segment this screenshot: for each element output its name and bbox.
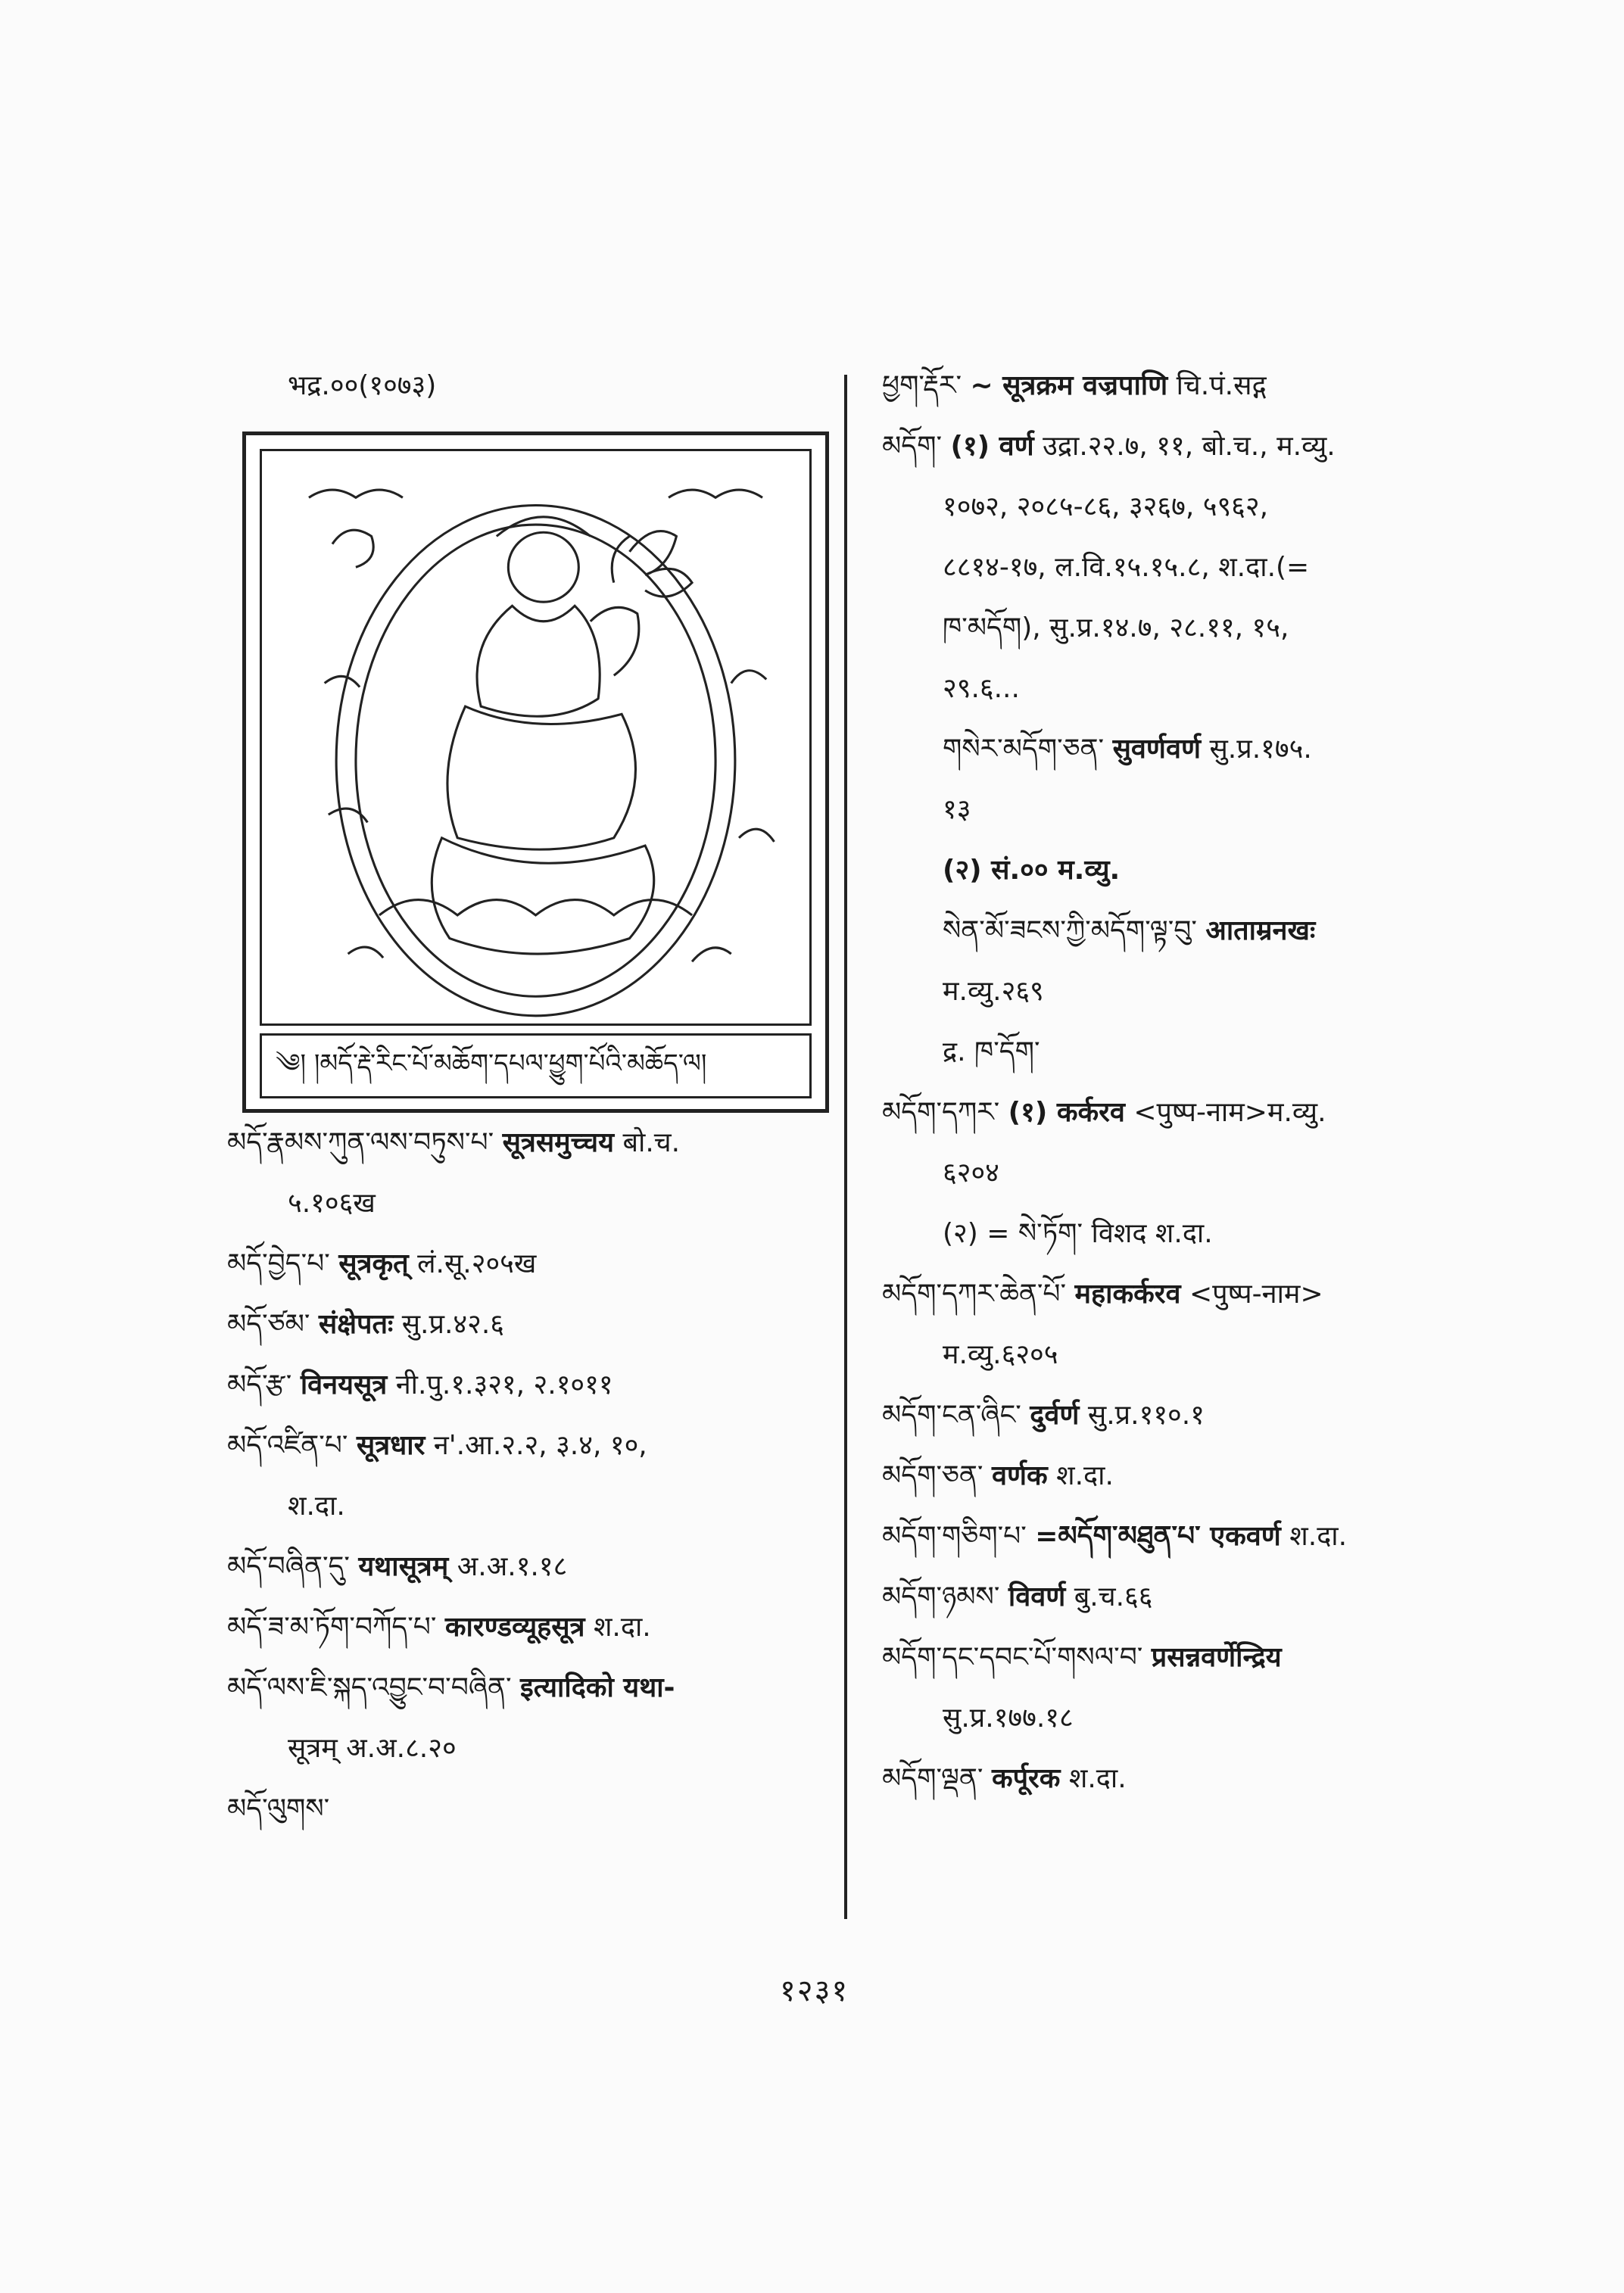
entry-ref: श.दा.	[1056, 1460, 1114, 1491]
entry-skt: विवर्ण	[1008, 1581, 1066, 1612]
entry-continuation: म.व्यु.२६९	[943, 976, 1044, 1007]
dictionary-entry	[882, 734, 1503, 795]
left-column	[227, 371, 818, 1855]
page-number: १२३१	[780, 1974, 849, 2008]
entry-skt: सूत्रकृत्	[338, 1248, 409, 1279]
dictionary-entry	[882, 1643, 1503, 1703]
dictionary-entry	[227, 1370, 818, 1431]
entry-ref: बो.च.	[622, 1127, 681, 1158]
deity-drawing	[262, 451, 809, 1023]
entry-continuation: (२) = སེ་ཏོག་ विशद श.दा.	[943, 1218, 1213, 1249]
entry-tib: ཕྱག་རྡོར་	[882, 370, 962, 401]
right-entry-list	[882, 371, 1503, 1824]
entry-tib: མདོག་དཀར་ཆེན་པོ་	[882, 1279, 1067, 1310]
entry-ref: सु.प्र.४२.६	[401, 1309, 505, 1340]
entry-skt: कर्पूरक	[991, 1763, 1061, 1794]
entry-tib: མདོ་རྣམས་ཀུན་ལས་བཏུས་པ་	[227, 1127, 494, 1158]
dictionary-entry	[227, 1673, 818, 1734]
figure-caption: भद्र.००(१०७३)	[288, 370, 437, 401]
entry-continuation: सूत्रम् अ.अ.८.२०	[288, 1733, 457, 1764]
dictionary-entry	[227, 1794, 818, 1855]
right-column	[882, 371, 1503, 1824]
illustration-art	[260, 449, 812, 1026]
entry-tib: མདོ་ཟ་མ་ཏོག་བཀོད་པ་	[227, 1612, 437, 1643]
entry-tib: མདོ་ལུགས་	[227, 1793, 330, 1824]
entry-continuation: सु.प्र.१७७.१८	[943, 1703, 1074, 1734]
entry-continuation: १०७२, २०८५-८६, ३२६७, ५९६२,	[943, 491, 1269, 522]
entry-ref: श.दा.	[1289, 1521, 1348, 1552]
entry-skt: यथासूत्रम्	[358, 1551, 449, 1582]
entry-ref: न'.आ.२.२, ३.४, १०,	[433, 1430, 647, 1461]
entry-tib: མདོག་ལྡན་	[882, 1763, 983, 1794]
entry-ref: लं.सू.२०५ख	[417, 1248, 537, 1279]
entry-skt: इत्यादिको यथा-	[520, 1672, 675, 1703]
entry-continuation: ཁ་མདོག), सु.प्र.१४.७, २८.११, १५,	[943, 612, 1289, 643]
entry-continuation: श.दा.	[288, 1491, 345, 1522]
entry-tib: མདོག་ཉམས་	[882, 1581, 1000, 1612]
entry-skt: दुर्वर्ण	[1030, 1400, 1080, 1431]
entry-skt: सूत्रसमुच्चय	[502, 1127, 614, 1158]
entry-skt: =མདོག་མཐུན་པ་ एकवर्ण	[1035, 1521, 1281, 1552]
entry-tib: མདོ་ཙམ་	[227, 1309, 310, 1340]
dictionary-entry	[882, 855, 1503, 916]
entry-tib: མདོ་ལས་ཇི་སྐད་འབྱུང་བ་བཞིན་	[227, 1672, 512, 1703]
dictionary-entry	[882, 1764, 1503, 1824]
entry-skt: सुवर्णवर्ण	[1112, 734, 1202, 765]
entry-tib: མདོ་རྩ་	[227, 1369, 292, 1400]
dictionary-entry	[882, 1098, 1503, 1158]
entry-continuation: २९.६...	[943, 673, 1020, 704]
entry-skt: संक्षेपतः	[318, 1309, 394, 1340]
entry-skt: विनयसूत्र	[300, 1369, 388, 1400]
entry-ref: <पुष्प-नाम>	[1189, 1279, 1323, 1310]
entry-ref: सु.प्र.११०.१	[1087, 1400, 1205, 1431]
dictionary-entry	[227, 1249, 818, 1310]
entry-tib: མདོག་དང་དབང་པོ་གསལ་བ་	[882, 1642, 1143, 1673]
entry-tib: མདོ་བྱེད་པ་	[227, 1248, 330, 1279]
entry-ref: <पुष्प-नाम>म.व्यु.	[1133, 1097, 1326, 1128]
entry-skt: प्रसन्नवर्णेन्द्रिय	[1151, 1642, 1282, 1673]
entry-continuation: ५.१०६ख	[288, 1188, 376, 1219]
dictionary-entry	[227, 1431, 818, 1491]
entry-skt: (२) सं.०० म.व्यु.	[943, 855, 1121, 886]
left-entry-list	[227, 1128, 818, 1855]
entry-tib: གསེར་མདོག་ཅན་	[943, 734, 1105, 765]
entry-ref: अ.अ.१.१८	[457, 1551, 568, 1582]
dictionary-entry	[882, 916, 1503, 977]
entry-ref: सु.प्र.१७५.	[1209, 734, 1312, 765]
entry-ref: श.दा.	[593, 1612, 651, 1643]
dictionary-entry	[882, 1582, 1503, 1643]
entry-tib: མདོག་ངན་ཞིང་	[882, 1400, 1021, 1431]
entry-skt: आताम्रनखः	[1205, 915, 1316, 946]
entry-skt: वर्णक	[991, 1460, 1048, 1491]
dictionary-entry	[882, 1400, 1503, 1461]
illustration	[242, 431, 829, 1113]
entry-ref: द्र. ཁ་དོག་	[943, 1036, 1040, 1067]
entry-continuation: ६२०४	[943, 1157, 999, 1189]
entry-tib: སེན་མོ་ཟངས་ཀྱི་མདོག་ལྟ་བུ་	[943, 915, 1197, 946]
dictionary-entry	[882, 371, 1503, 431]
entry-tib: མདོག་ཅན་	[882, 1460, 983, 1491]
dictionary-entry	[227, 1310, 818, 1370]
entry-ref: नी.पु.१.३२१, २.१०११	[395, 1369, 613, 1400]
dictionary-entry	[882, 1461, 1503, 1522]
entry-tib: མདོག་	[882, 431, 943, 462]
dictionary-entry	[227, 1552, 818, 1612]
entry-skt: (१) वर्ण	[950, 431, 1034, 462]
entry-ref: उद्रा.२२.७, ११, बो.च., म.व्यु.	[1043, 431, 1336, 462]
entry-tib: མདོག་དཀར་	[882, 1097, 1000, 1128]
entry-ref: श.दा.	[1068, 1763, 1127, 1794]
entry-skt: कारण्डव्यूहसूत्र	[444, 1612, 585, 1643]
entry-continuation: ८८१४-१७, ल.वि.१५.१५.८, श.दा.(=	[943, 552, 1310, 583]
illustration-band-text: ༄། །མདོ་རྡེ་རིང་པོ་མཆོག་དཔལ་ཕྱུག་པོའི་མཆོད་ལ།	[260, 1033, 812, 1098]
entry-skt: सूत्रधार	[356, 1430, 425, 1461]
entry-continuation: १३	[943, 794, 971, 825]
column-divider	[844, 375, 847, 1919]
entry-skt: ~ सूत्रक्रम वज्रपाणि	[970, 370, 1168, 401]
entry-skt: (१) कर्करव	[1008, 1097, 1125, 1128]
entry-tib: མདོ་འཛིན་པ་	[227, 1430, 348, 1461]
dictionary-entry	[882, 1037, 1503, 1098]
dictionary-entry	[882, 431, 1503, 492]
entry-continuation: म.व्यु.६२०५	[943, 1339, 1058, 1370]
dictionary-entry	[227, 1612, 818, 1673]
dictionary-entry	[882, 1279, 1503, 1340]
entry-tib: མདོག་གཅིག་པ་	[882, 1521, 1027, 1552]
entry-tib: མདོ་བཞིན་དུ་	[227, 1551, 350, 1582]
dictionary-entry	[882, 1522, 1503, 1582]
entry-ref: चि.पं.सद्ग	[1176, 370, 1267, 401]
entry-skt: महाकर्करव	[1074, 1279, 1181, 1310]
entry-ref: बु.च.६६	[1074, 1581, 1153, 1612]
dictionary-entry	[227, 1128, 818, 1189]
